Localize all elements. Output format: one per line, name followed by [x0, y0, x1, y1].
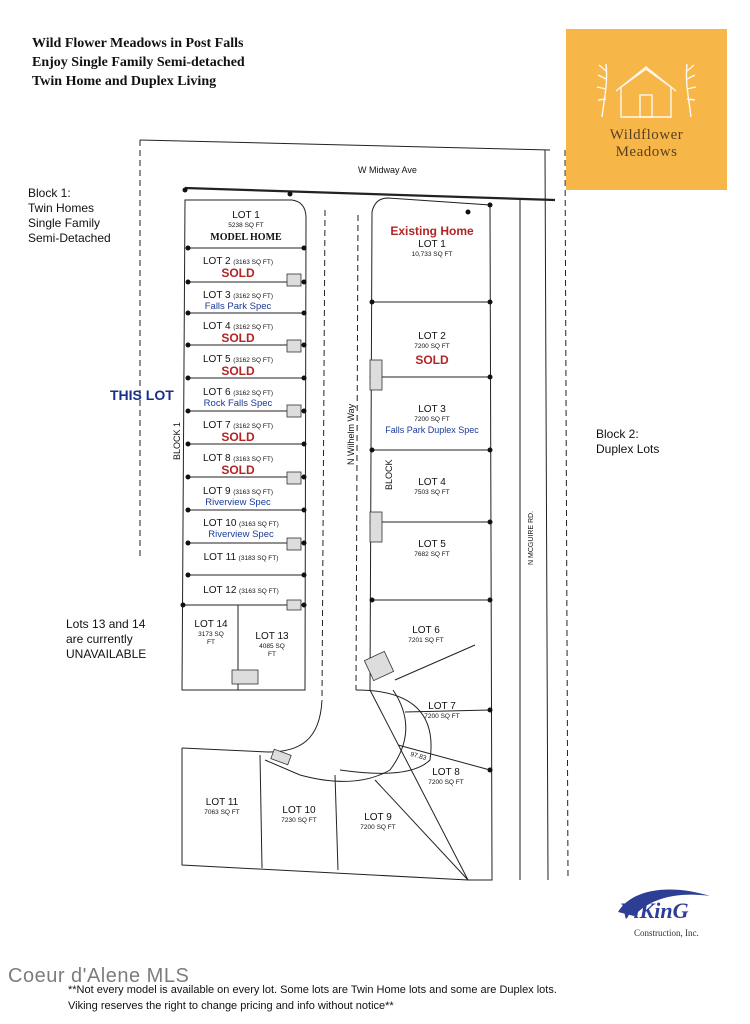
sold-badge: SOLD	[221, 463, 255, 477]
mcguire-west-line	[545, 150, 548, 880]
block-1-lot-7[interactable]	[188, 421, 288, 442]
lot-name: LOT 7	[428, 701, 456, 712]
mls-watermark: Coeur d'Alene MLS	[8, 965, 190, 987]
midway-ave-south-edge	[185, 188, 555, 200]
block-1-lot-5[interactable]	[188, 355, 288, 376]
spec-label: Riverview Spec	[205, 497, 271, 508]
existing-home-tag: Existing Home	[390, 224, 474, 238]
lot-size: 7063 SQ FT	[204, 809, 240, 816]
block-2-note	[596, 427, 659, 457]
viking-tagline: Construction, Inc.	[634, 928, 699, 938]
spec-label: Riverview Spec	[208, 529, 274, 540]
block-2-lot-4[interactable]	[378, 478, 486, 498]
lot-name: LOT 9	[364, 812, 392, 823]
block-2-vertical-label: BLOCK	[384, 459, 394, 490]
this-lot-marker: THIS LOT	[110, 387, 174, 403]
sold-badge: SOLD	[221, 331, 255, 345]
lot-name: LOT 10	[203, 518, 237, 529]
block-1-lot-9[interactable]	[188, 487, 288, 508]
mcguire-east-line	[565, 150, 568, 880]
lot-size: (3163 SQ FT)	[233, 456, 273, 463]
lot-name: LOT 12	[203, 585, 237, 596]
lot-size: (3162 SQ FT)	[233, 293, 273, 300]
unavailable-note-line-1: Lots 13 and 14	[66, 617, 146, 631]
block-1-lot-14[interactable]	[186, 620, 236, 647]
wilhelm-west-line	[322, 210, 325, 700]
lot-name: LOT 6	[203, 387, 231, 398]
lot-name: LOT 5	[203, 354, 231, 365]
block-2-lot-1[interactable]	[378, 226, 486, 260]
lot-name: LOT 13	[255, 631, 289, 642]
dimension-label: 97.83	[409, 751, 428, 763]
block-2-lot-11[interactable]	[184, 798, 260, 818]
cul-de-sac-curve	[265, 690, 406, 781]
lot-size: 7200 SQ FT	[360, 824, 396, 831]
block-2-note-line-1: Block 2:	[596, 427, 639, 441]
logo-line-1: Wildflower	[609, 127, 684, 143]
lot-size: 10,733 SQ FT	[411, 251, 453, 258]
lot-size: 7200 SQ FT	[424, 713, 460, 720]
lot-name: LOT 11	[205, 797, 239, 808]
unavailable-note-line-2: are currently	[66, 632, 133, 646]
lot-name: LOT 1	[418, 239, 446, 250]
block-1-lot-2[interactable]	[188, 257, 288, 278]
lot-name: LOT 11	[203, 552, 237, 563]
lot-name: LOT 1	[232, 210, 260, 221]
lot-name: LOT 14	[194, 619, 228, 630]
lot-size: 5238 SQ FT	[228, 222, 264, 229]
block-2-lot-2[interactable]	[378, 332, 486, 365]
lot-size: 7200 SQ FT	[414, 343, 450, 350]
block-1-lot-1[interactable]	[188, 211, 304, 243]
block-1-note-line-2: Twin Homes	[28, 201, 95, 215]
n-mcguire-rd-label: N MCGUIRE RD.	[528, 510, 535, 565]
lot-size: (3183 SQ FT)	[238, 555, 279, 562]
footer-line-2: Viking reserves the right to change pricing and info without notice**	[68, 1000, 394, 1012]
lot-name: LOT 4	[418, 477, 446, 488]
block-2-note-line-2: Duplex Lots	[596, 442, 660, 456]
sold-badge: SOLD	[221, 430, 255, 444]
lot-name: LOT 8	[203, 453, 231, 464]
lot-name: LOT 7	[203, 420, 231, 431]
block-2-lot-5[interactable]	[378, 540, 486, 560]
lot-name: LOT 9	[203, 486, 231, 497]
block-1-lot-3[interactable]	[188, 291, 288, 312]
block-1-note-line-4: Semi-Detached	[28, 231, 111, 245]
block-2-lot-7[interactable]	[404, 702, 480, 722]
logo-line-2: Meadows	[615, 144, 678, 160]
n-wilhelm-way-label: N Wilhelm Way	[346, 403, 356, 465]
midway-ave-north-edge	[140, 140, 550, 150]
lot-name: LOT 2	[418, 331, 446, 342]
unavailable-note	[66, 617, 146, 662]
lot-size: (3162 SQ FT)	[233, 423, 273, 430]
sold-badge: SOLD	[221, 266, 255, 280]
lot-size: (3163 SQ FT)	[233, 259, 273, 266]
lot-size: (3163 SQ FT)	[233, 489, 273, 496]
spec-label: Falls Park Spec	[204, 301, 272, 312]
lot-name: LOT 2	[203, 256, 231, 267]
lot-size: 4085 SQ FT	[259, 643, 285, 658]
lot-size: 7230 SQ FT	[281, 817, 317, 824]
unavailable-note-line-3: UNAVAILABLE	[66, 647, 147, 661]
lot-size: (3163 SQ FT)	[239, 521, 279, 528]
block-1-lot-6[interactable]	[188, 388, 288, 409]
lot-size: (3162 SQ FT)	[233, 390, 273, 397]
block-2-lot-10[interactable]	[262, 806, 336, 826]
block-1-lot-12[interactable]	[188, 586, 294, 597]
block-2-lot-3[interactable]	[376, 405, 488, 435]
lot-size: 7503 SQ FT	[414, 489, 450, 496]
lot-size: (3162 SQ FT)	[233, 357, 273, 364]
lot-name: LOT 8	[432, 767, 460, 778]
block-2-lot-9[interactable]	[340, 813, 416, 833]
block-1-lot-13[interactable]	[240, 632, 304, 659]
lot-size: (3162 SQ FT)	[233, 324, 273, 331]
cul-de-sac-west	[182, 700, 322, 752]
header-line-1: Wild Flower Meadows in Post Falls	[32, 36, 244, 51]
viking-construction-logo	[612, 882, 716, 944]
block-2-lot-6[interactable]	[388, 626, 464, 646]
lot-size: 7201 SQ FT	[408, 637, 444, 644]
footer-line-1: **Not every model is available on every lot. Some lots are Twin Home lots and some are Duplex lots.	[68, 984, 557, 996]
spec-label: Rock Falls Spec	[203, 398, 273, 409]
lot-size: 7200 SQ FT	[414, 416, 450, 423]
sold-badge: SOLD	[415, 353, 449, 367]
lot-size: (3163 SQ FT)	[239, 588, 279, 595]
lot-name: LOT 3	[203, 290, 231, 301]
model-home-tag: MODEL HOME	[210, 232, 282, 243]
lot-name: LOT 5	[418, 539, 446, 550]
block-2-lot-8[interactable]	[408, 768, 484, 788]
lot-size: 7682 SQ FT	[414, 551, 450, 558]
lot-size: 3173 SQ FT	[198, 631, 224, 646]
viking-wordmark: ViKinG	[620, 898, 689, 923]
spec-label: Falls Park Duplex Spec	[385, 425, 479, 435]
block-1-note-line-3: Single Family	[28, 216, 101, 230]
header-line-3: Twin Home and Duplex Living	[32, 74, 217, 89]
lot-name: LOT 4	[203, 321, 231, 332]
block-1-note	[28, 186, 111, 246]
block-1-lot-11[interactable]	[188, 553, 294, 564]
block-2-lot-lines	[372, 302, 490, 770]
lot-name: LOT 6	[412, 625, 440, 636]
lot-size: 7200 SQ FT	[428, 779, 464, 786]
block-1-lot-8[interactable]	[188, 454, 288, 475]
block-1-vertical-label: BLOCK 1	[172, 421, 182, 460]
header-line-2: Enjoy Single Family Semi-detached	[32, 55, 245, 70]
lot-name: LOT 10	[282, 805, 316, 816]
lot-name: LOT 3	[418, 404, 446, 415]
w-midway-ave-label: W Midway Ave	[358, 165, 417, 175]
wilhelm-east-line	[356, 215, 358, 690]
sold-badge: SOLD	[221, 364, 255, 378]
block-1-lot-4[interactable]	[188, 322, 288, 343]
block-1-lot-10[interactable]	[188, 519, 294, 540]
block-1-note-line-1: Block 1:	[28, 186, 71, 200]
